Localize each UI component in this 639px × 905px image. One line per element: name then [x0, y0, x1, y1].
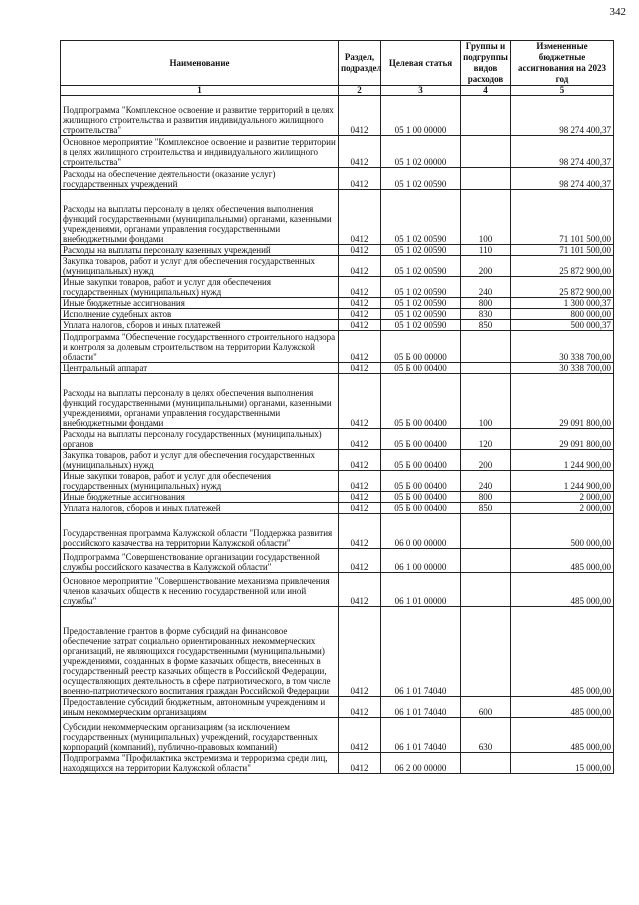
table-row: [61, 697, 614, 718]
column-number: 2: [339, 86, 381, 96]
row-amount: 25 872 900,00: [511, 256, 614, 277]
row-target-article: 05 1 02 00590: [381, 309, 461, 320]
table-row: [61, 503, 614, 514]
table-row: [61, 753, 614, 774]
row-section: 0412: [339, 573, 381, 607]
row-section: 0412: [339, 753, 381, 774]
row-amount: 500 000,37: [511, 320, 614, 331]
row-name: Расходы на обеспечение деятельности (оказание услуг) государственных учреждений: [61, 168, 339, 190]
row-target-article: 05 Б 00 00400: [381, 374, 461, 429]
row-section: 0412: [339, 245, 381, 256]
row-expense-group: 100: [461, 190, 511, 245]
row-expense-group: 800: [461, 298, 511, 309]
table-row: [61, 549, 614, 573]
row-section: 0412: [339, 190, 381, 245]
row-expense-group: [461, 549, 511, 573]
row-target-article: 05 1 02 00590: [381, 190, 461, 245]
row-name: Предоставление субсидий бюджетным, автономным учреждениям и иным некоммерческим организациям: [61, 697, 339, 718]
column-number: 3: [381, 86, 461, 96]
row-amount: 1 300 000,37: [511, 298, 614, 309]
row-target-article: 05 Б 00 00000: [381, 331, 461, 363]
row-target-article: 05 1 02 00590: [381, 168, 461, 190]
row-expense-group: [461, 607, 511, 697]
row-name: Закупка товаров, работ и услуг для обеспечения государственных (муниципальных) нужд: [61, 256, 339, 277]
row-target-article: 05 1 02 00590: [381, 277, 461, 298]
table-row: [61, 298, 614, 309]
row-section: 0412: [339, 503, 381, 514]
row-section: 0412: [339, 718, 381, 753]
row-amount: 71 101 500,00: [511, 190, 614, 245]
row-section: 0412: [339, 697, 381, 718]
row-target-article: 05 1 02 00590: [381, 320, 461, 331]
column-number: 5: [511, 86, 614, 96]
header-groups: Группы и подгруппы видов расходов: [461, 41, 511, 86]
table-row: [61, 374, 614, 429]
table-row: [61, 607, 614, 697]
row-target-article: 05 Б 00 00400: [381, 450, 461, 471]
row-name: Иные бюджетные ассигнования: [61, 492, 339, 503]
row-amount: 1 244 900,00: [511, 450, 614, 471]
table-row: [61, 309, 614, 320]
table-row: [61, 136, 614, 168]
row-amount: 2 000,00: [511, 492, 614, 503]
row-name: Основное мероприятие "Совершенствование механизма привлечения членов казачьих обществ к несению государственной или иной службы": [61, 573, 339, 607]
header-name: Наименование: [61, 41, 339, 86]
row-target-article: 06 0 00 00000: [381, 514, 461, 549]
row-target-article: 05 Б 00 00400: [381, 503, 461, 514]
row-target-article: 05 Б 00 00400: [381, 492, 461, 503]
row-name: Уплата налогов, сборов и иных платежей: [61, 320, 339, 331]
row-name: Центральный аппарат: [61, 363, 339, 374]
row-name: Иные бюджетные ассигнования: [61, 298, 339, 309]
row-expense-group: [461, 753, 511, 774]
row-section: 0412: [339, 168, 381, 190]
table-row: [61, 429, 614, 450]
row-name: Расходы на выплаты персоналу государственных (муниципальных) органов: [61, 429, 339, 450]
row-amount: 30 338 700,00: [511, 331, 614, 363]
row-expense-group: 850: [461, 320, 511, 331]
row-expense-group: 100: [461, 374, 511, 429]
row-name: Иные закупки товаров, работ и услуг для обеспечения государственных (муниципальных) нужд: [61, 277, 339, 298]
row-target-article: 06 1 00 00000: [381, 549, 461, 573]
table-row: [61, 718, 614, 753]
table-row: [61, 363, 614, 374]
row-amount: 98 274 400,37: [511, 136, 614, 168]
row-name: Исполнение судебных актов: [61, 309, 339, 320]
row-expense-group: [461, 573, 511, 607]
row-name: Подпрограмма "Совершенствование организации государственной службы российского казачества в Калужской области": [61, 549, 339, 573]
table-row: [61, 471, 614, 492]
table-row: [61, 320, 614, 331]
table-row: [61, 450, 614, 471]
row-section: 0412: [339, 450, 381, 471]
row-name: Подпрограмма "Обеспечение государственного строительного надзора и контроля за долевым строительством на территории Калужской области": [61, 331, 339, 363]
row-amount: 29 091 800,00: [511, 374, 614, 429]
row-section: 0412: [339, 136, 381, 168]
row-section: 0412: [339, 514, 381, 549]
row-section: 0412: [339, 549, 381, 573]
row-expense-group: 830: [461, 309, 511, 320]
table-row: [61, 245, 614, 256]
row-amount: 500 000,00: [511, 514, 614, 549]
row-expense-group: 240: [461, 471, 511, 492]
row-amount: 800 000,00: [511, 309, 614, 320]
row-target-article: 06 1 01 00000: [381, 573, 461, 607]
row-target-article: 06 1 01 74040: [381, 718, 461, 753]
row-target-article: 06 1 01 74040: [381, 697, 461, 718]
row-name: Расходы на выплаты персоналу казенных учреждений: [61, 245, 339, 256]
row-section: 0412: [339, 309, 381, 320]
row-name: Подпрограмма "Комплексное освоение и развитие территорий в целях жилищного строительства и развития индивидуального жилищного строительства": [61, 96, 339, 136]
row-target-article: 05 1 02 00590: [381, 298, 461, 309]
table-row: [61, 514, 614, 549]
row-expense-group: 120: [461, 429, 511, 450]
row-expense-group: 630: [461, 718, 511, 753]
row-target-article: 05 1 02 00590: [381, 256, 461, 277]
row-amount: 1 244 900,00: [511, 471, 614, 492]
table-body: [61, 96, 614, 774]
row-expense-group: [461, 331, 511, 363]
table-header-row: [61, 41, 614, 86]
column-number-row: [61, 86, 614, 96]
row-name: Расходы на выплаты персоналу в целях обеспечения выполнения функций государственными (муниципальными) органами, казенными учреждениями, органами управления государственными внебюджетными фондами: [61, 190, 339, 245]
row-name: Основное мероприятие "Комплексное освоение и развитие территории в целях жилищного строительства и индивидуального жилищного строительства": [61, 136, 339, 168]
row-amount: 98 274 400,37: [511, 168, 614, 190]
column-number: 1: [61, 86, 339, 96]
row-amount: 485 000,00: [511, 607, 614, 697]
budget-table: [60, 40, 614, 774]
row-expense-group: [461, 514, 511, 549]
row-target-article: 05 1 02 00590: [381, 245, 461, 256]
row-name: Расходы на выплаты персоналу в целях обеспечения выполнения функций государственными (муниципальными) органами, казенными учреждениями, органами управления государственными внебюджетными фондами: [61, 374, 339, 429]
row-amount: 15 000,00: [511, 753, 614, 774]
row-expense-group: 240: [461, 277, 511, 298]
row-target-article: 06 2 00 00000: [381, 753, 461, 774]
row-expense-group: [461, 136, 511, 168]
row-amount: 29 091 800,00: [511, 429, 614, 450]
row-expense-group: [461, 168, 511, 190]
table-row: [61, 190, 614, 245]
table-row: [61, 277, 614, 298]
page-number: 342: [609, 6, 626, 18]
table-row: [61, 168, 614, 190]
header-target: Целевая статья: [381, 41, 461, 86]
row-amount: 98 274 400,37: [511, 96, 614, 136]
row-name: Государственная программа Калужской области "Поддержка развития российского казачества на территории Калужской области": [61, 514, 339, 549]
row-name: Иные закупки товаров, работ и услуг для обеспечения государственных (муниципальных) нужд: [61, 471, 339, 492]
row-amount: 485 000,00: [511, 697, 614, 718]
table-row: [61, 331, 614, 363]
row-name: Подпрограмма "Профилактика экстремизма и терроризма среди лиц, находящихся на территории Калужской области": [61, 753, 339, 774]
header-section: Раздел, подраздел: [339, 41, 381, 86]
row-section: 0412: [339, 331, 381, 363]
row-expense-group: 200: [461, 450, 511, 471]
row-target-article: 05 Б 00 00400: [381, 363, 461, 374]
table-row: [61, 256, 614, 277]
row-expense-group: 110: [461, 245, 511, 256]
row-section: 0412: [339, 256, 381, 277]
row-expense-group: 800: [461, 492, 511, 503]
row-name: Субсидии некоммерческим организациям (за исключением государственных (муниципальных) учреждений, государственных корпораций (компаний), публично-правовых компаний): [61, 718, 339, 753]
row-target-article: 05 1 00 00000: [381, 96, 461, 136]
row-target-article: 06 1 01 74040: [381, 607, 461, 697]
row-amount: 485 000,00: [511, 573, 614, 607]
column-number: 4: [461, 86, 511, 96]
row-expense-group: 200: [461, 256, 511, 277]
row-amount: 71 101 500,00: [511, 245, 614, 256]
row-expense-group: 850: [461, 503, 511, 514]
row-section: 0412: [339, 607, 381, 697]
row-amount: 485 000,00: [511, 549, 614, 573]
row-target-article: 05 1 02 00000: [381, 136, 461, 168]
table-row: [61, 96, 614, 136]
row-expense-group: 600: [461, 697, 511, 718]
table-row: [61, 492, 614, 503]
row-amount: 25 872 900,00: [511, 277, 614, 298]
row-section: 0412: [339, 374, 381, 429]
row-section: 0412: [339, 298, 381, 309]
row-amount: 30 338 700,00: [511, 363, 614, 374]
row-section: 0412: [339, 492, 381, 503]
row-expense-group: [461, 363, 511, 374]
header-amount: Измененные бюджетные ассигнования на 2023 год: [511, 41, 614, 86]
row-target-article: 05 Б 00 00400: [381, 429, 461, 450]
row-section: 0412: [339, 320, 381, 331]
row-section: 0412: [339, 277, 381, 298]
row-name: Закупка товаров, работ и услуг для обеспечения государственных (муниципальных) нужд: [61, 450, 339, 471]
row-section: 0412: [339, 96, 381, 136]
row-section: 0412: [339, 471, 381, 492]
row-name: Предоставление грантов в форме субсидий на финансовое обеспечение затрат социально ориентированных некоммерческих организаций, не являющихся государственными (муниципальными) учреждениями, созданных в форме казачьих обществ, внесенных в государственный реестр казачьих обществ в Российской Федерации, осуществляющих деятельность в сфере патриотического, в том числе военно-патриотического воспитания граждан Российской Федерации: [61, 607, 339, 697]
row-amount: 2 000,00: [511, 503, 614, 514]
row-target-article: 05 Б 00 00400: [381, 471, 461, 492]
row-section: 0412: [339, 429, 381, 450]
row-section: 0412: [339, 363, 381, 374]
table-row: [61, 573, 614, 607]
row-name: Уплата налогов, сборов и иных платежей: [61, 503, 339, 514]
row-amount: 485 000,00: [511, 718, 614, 753]
row-expense-group: [461, 96, 511, 136]
